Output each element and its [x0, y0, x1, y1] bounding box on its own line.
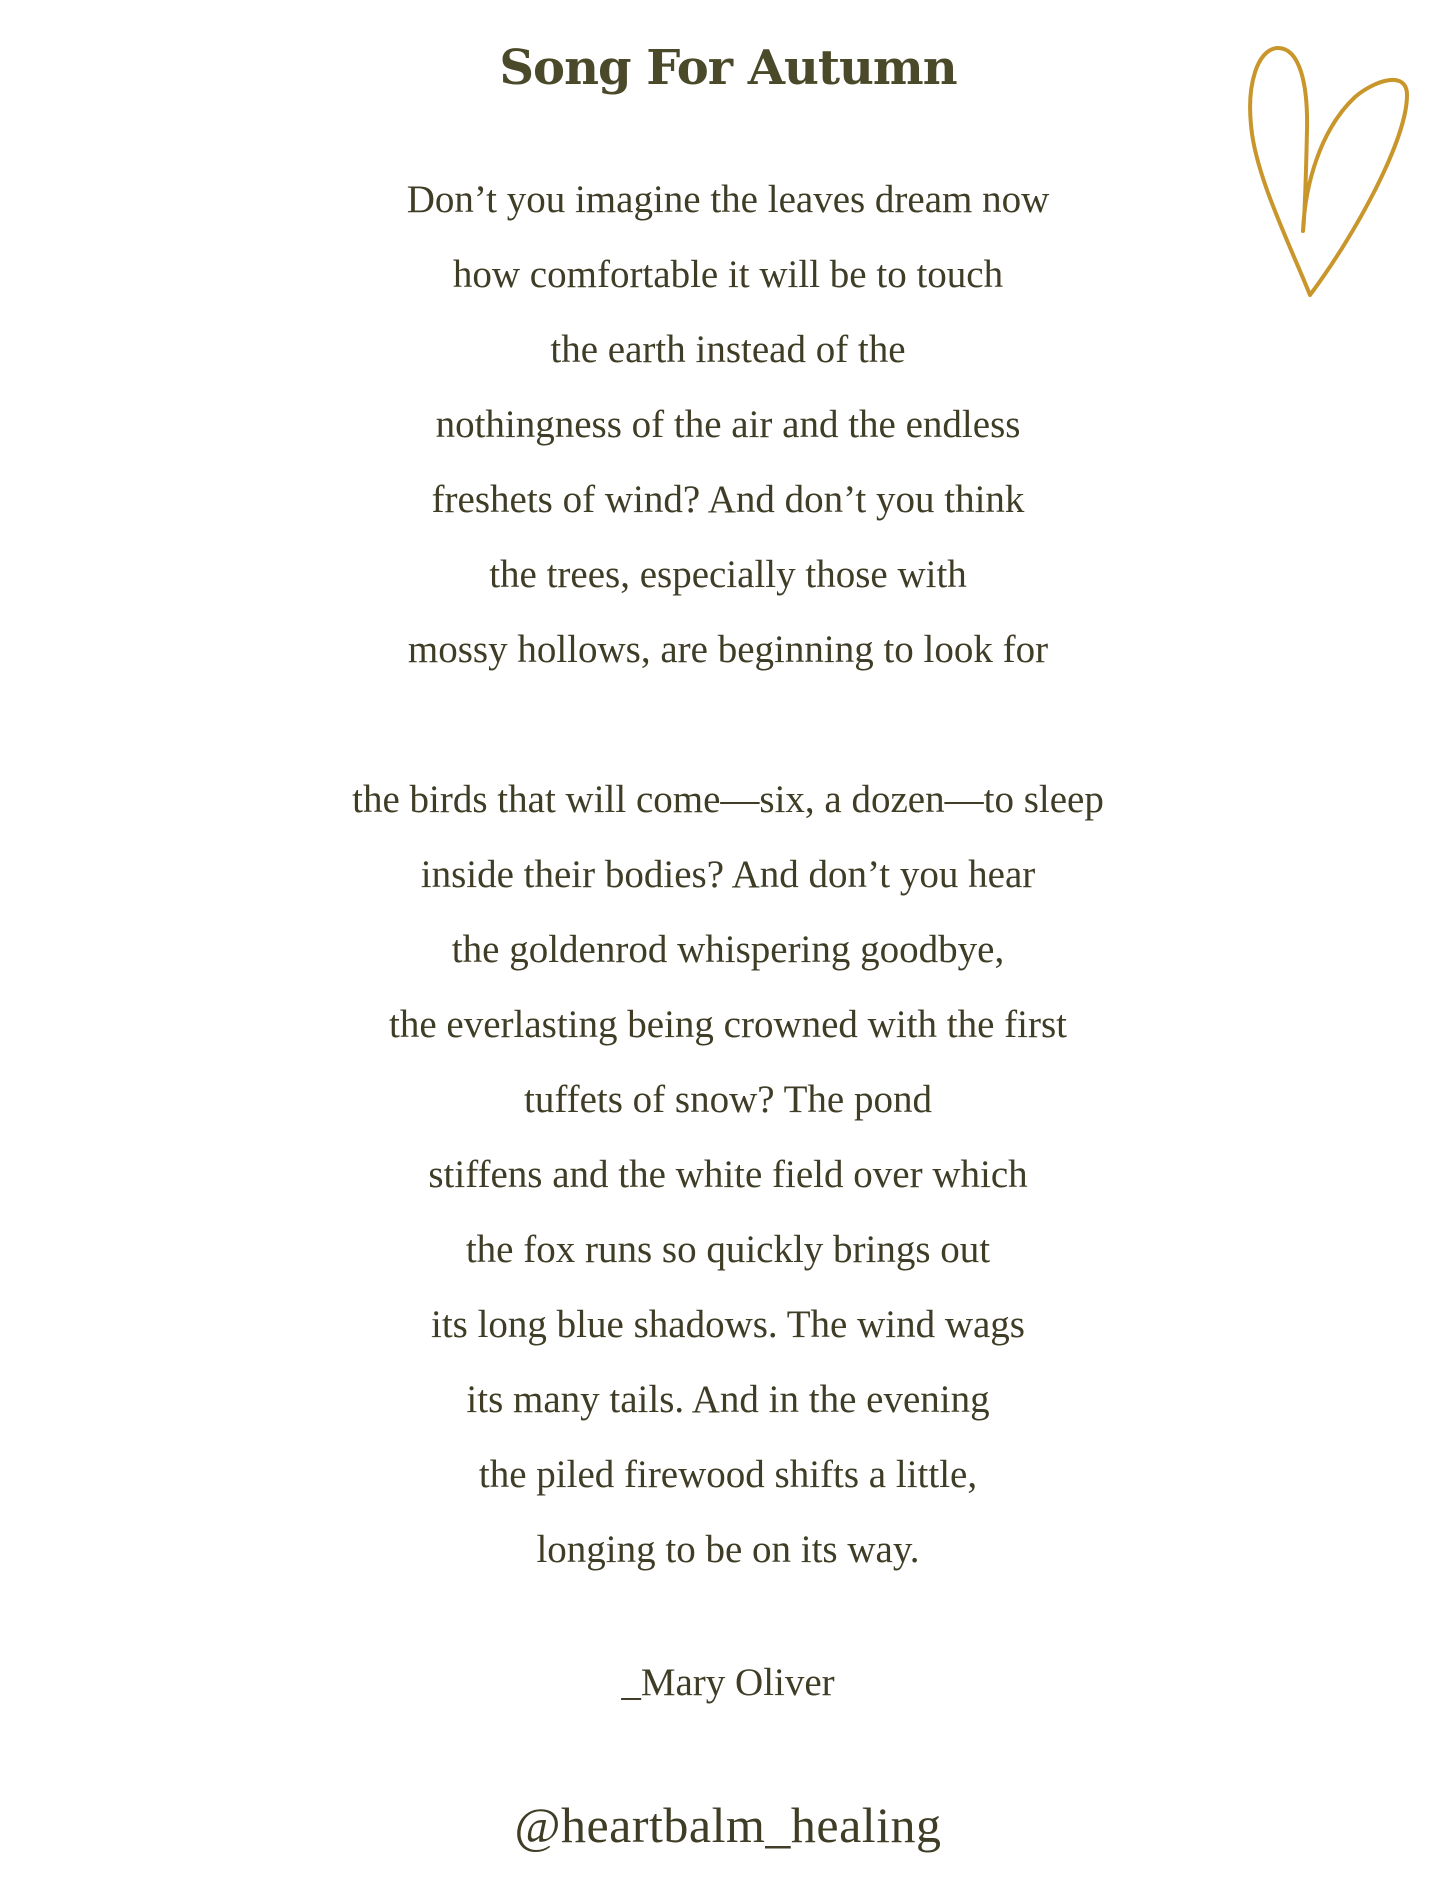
stanza-2 [0, 762, 1456, 1587]
poem-line: Don’t you imagine the leaves dream now [406, 178, 1050, 221]
poem-line: longing to be on its way. [536, 1528, 920, 1571]
poem-line: the earth instead of the [550, 328, 906, 371]
poem-line: how comfortable it will be to touch [452, 253, 1004, 296]
poem-line: mossy hollows, are beginning to look for [407, 628, 1049, 671]
poem-line: the piled firewood shifts a little, [478, 1453, 978, 1496]
poem-line: the fox runs so quickly brings out [465, 1228, 991, 1271]
stanza-1 [0, 162, 1456, 687]
poem-title: Song For Autumn [499, 40, 957, 96]
social-handle: @heartbalm_healing [514, 1797, 942, 1853]
poem-line: freshets of wind? And don’t you think [431, 478, 1025, 521]
poem-line: the everlasting being crowned with the first [389, 1003, 1067, 1046]
poem-line: stiffens and the white field over which [428, 1153, 1028, 1196]
poem-line: tuffets of snow? The pond [524, 1078, 932, 1121]
poem-line: the trees, especially those with [489, 553, 967, 596]
poem-line: the goldenrod whispering goodbye, [451, 928, 1005, 971]
poem-body [0, 162, 1456, 1587]
stanza-break [0, 687, 1456, 762]
poem-line: its long blue shadows. The wind wags [431, 1303, 1025, 1346]
poem-line: its many tails. And in the evening [466, 1378, 990, 1421]
poem-line: inside their bodies? And don’t you hear [420, 853, 1036, 896]
poem-line: the birds that will come—six, a dozen—to sleep [352, 778, 1104, 821]
poem-author: _Mary Oliver [621, 1661, 835, 1704]
poem-line: nothingness of the air and the endless [435, 403, 1021, 446]
